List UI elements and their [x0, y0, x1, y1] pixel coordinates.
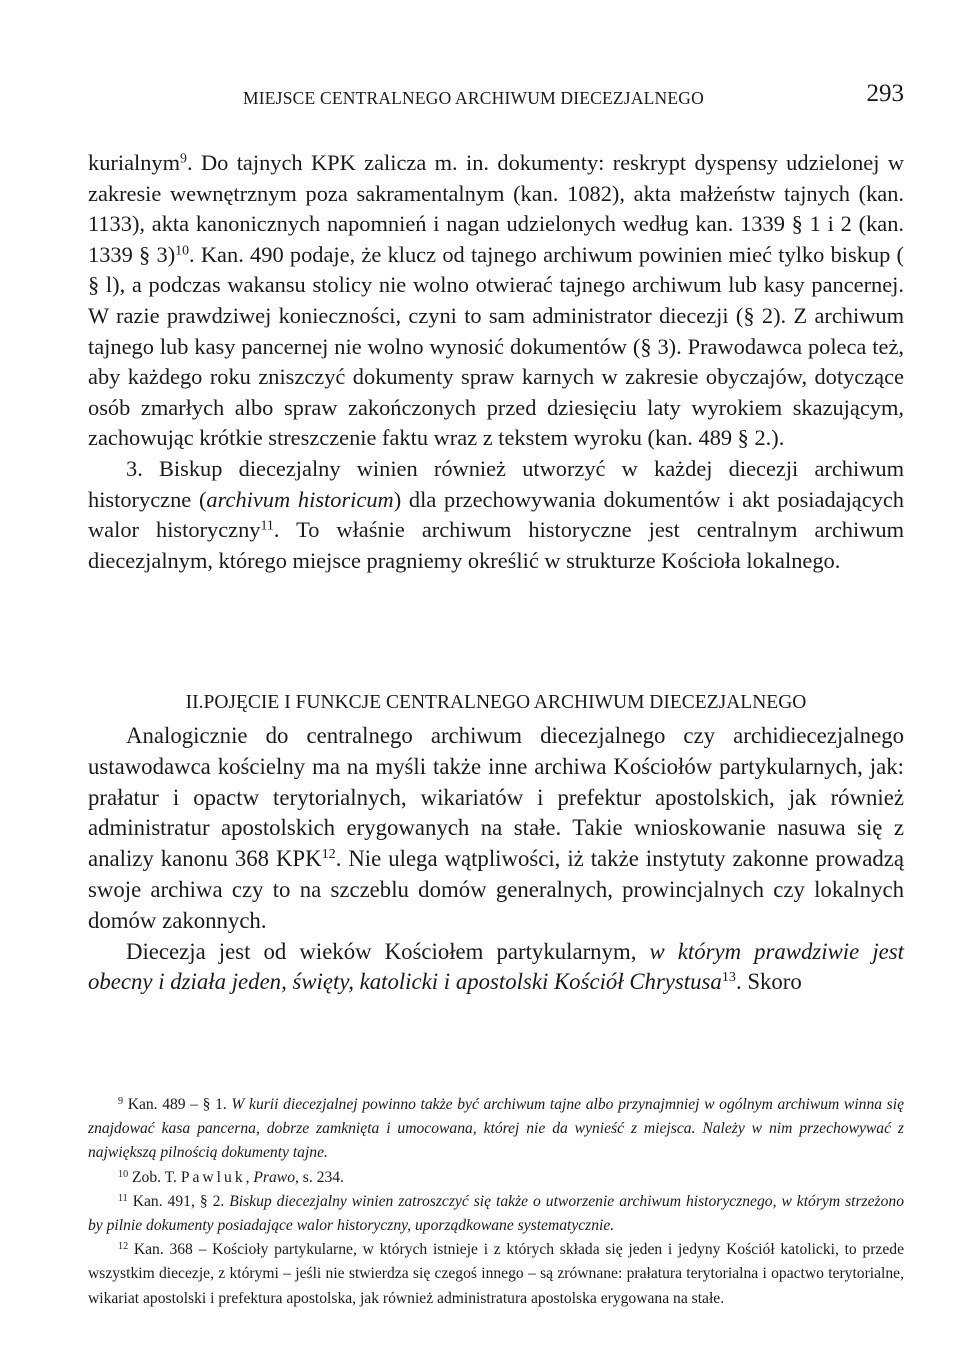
body-text-bottom [88, 721, 904, 998]
footnote-ref-9[interactable]: 9 [180, 151, 187, 167]
body-text-top [88, 148, 904, 576]
paragraph-3: Analogicznie do centralnego archiwum diecezjalnego czy archidiecezjalnego ustawodawca kościelny ma na myśli także inne archiwa Kościołów partykularnych, jak: prałatur i opactw terytorialnych, wikariatów i prefektur apostolskich, jak również administratur apostolskich erygowanych na stałe. Takie wnioskowanie nasuwa się z analizy kanonu 368 KPK$^{12}$. Nie ulega wątpliwości, iż także instytuty zakonne prowadzą swoje archiwa czy to na szczeblu domów generalnych, prowincjalnych czy lokalnych domów zakonnych. [88, 723, 905, 933]
paragraph-4: Diecezja jest od wieków Kościołem partykularnym, w którym prawdziwie jest obecny i działa jeden, święty, katolicki i apostolski Kościół Chrystusa$^{13}$. Skoro [88, 938, 904, 995]
footnote-ref-11[interactable]: 11 [260, 518, 274, 534]
author-name: Pawluk [180, 1168, 246, 1186]
footnotes [88, 1093, 904, 1311]
footnote-ref-13[interactable]: 13 [721, 969, 736, 986]
footnote-12: $^{12}$ Kan. 368 – Kościoły partykularne, w których istnieje i z których składa się jeden i jedyny Kościół katolicki, to przede wszystkim diecezje, z którymi – jeśli nie stwierdza się czegoś innego – są zrównane: prałatura terytorialna i opactwo terytorialne, wikariat apostolski i prefektura apostolska, jak również administratura apostolska erygowana na stałe. [88, 1241, 904, 1307]
footnote-10: $^{10}$ Zob. T. Pawluk, Prawo, s. 234. [118, 1168, 344, 1186]
page-number: 293 [866, 80, 904, 107]
running-head: MIEJSCE CENTRALNEGO ARCHIWUM DIECEZJALNEGO [243, 88, 704, 108]
section-heading: II.POJĘCIE I FUNKCJE CENTRALNEGO ARCHIWUM DIECEZJALNEGO [185, 692, 807, 713]
footnote-ref-12[interactable]: 12 [321, 846, 336, 863]
paragraph-1: kurialnym$^9$. Do tajnych KPK zalicza m. in. dokumenty: reskrypt dyspensy udzielonej w zakresie wewnętrznym poza sakramentalnym (kan. 1082), akta małżeństw tajnych (kan. 1133), akta kanonicznych napomnień i nagan udzielonych według kan. 1339 § 1 i 2 (kan. 1339 § 3)$^{10}$. Kan. 490 podaje, że klucz od tajnego archiwum powinien mieć tylko biskup ( § l), a podczas wakansu stolicy nie wolno otwierać tajnego archiwum lub kasy pancernej. W razie prawdziwej konieczności, czyni to sam administrator diecezji (§ 2). Z archiwum tajnego lub kasy pancernej nie wolno wynosić dokumentów (§ 3). Prawodawca poleca też, aby każdego roku zniszczyć dokumenty spraw karnych w zakresie obyczajów, dotyczące osób zmarłych albo spraw zakończonych przed dziesięciu laty wyrokiem skazującym, zachowując krótkie streszczenie faktu wraz z tekstem wyroku (kan. 489 § 2.). [88, 150, 904, 451]
footnote-9: $^9$ Kan. 489 – § 1. W kurii diecezjalnej powinno także być archiwum tajne albo przynajmniej w ogólnym archiwum winna się znajdować kasa pancerna, dobrze zamknięta i umocowana, której nie da wynieść z miejsca. Należy w nim przechowywać z największą pilnością dokumenty tajne. [88, 1095, 904, 1162]
footnote-ref-10[interactable]: 10 [175, 243, 190, 259]
footnote-11: $^{11}$ Kan. 491, § 2. Biskup diecezjalny winien zatroszczyć się także o utworzenie archiwum historycznego, w którym strzeżono by pilnie dokumenty posiadające walor historyczny, uporządkowane systematycznie. [88, 1192, 904, 1235]
page-header [88, 82, 904, 122]
paragraph-2: 3. Biskup diecezjalny winien również utworzyć w każdej diecezji archiwum historyczne (archivum historicum) dla przechowywania dokumentów i akt posiadających walor historyczny$^{11}$. To właśnie archiwum historyczne jest centralnym archiwum diecezjalnym, którego miejsce pragniemy określić w strukturze Kościoła lokalnego. [88, 455, 905, 573]
